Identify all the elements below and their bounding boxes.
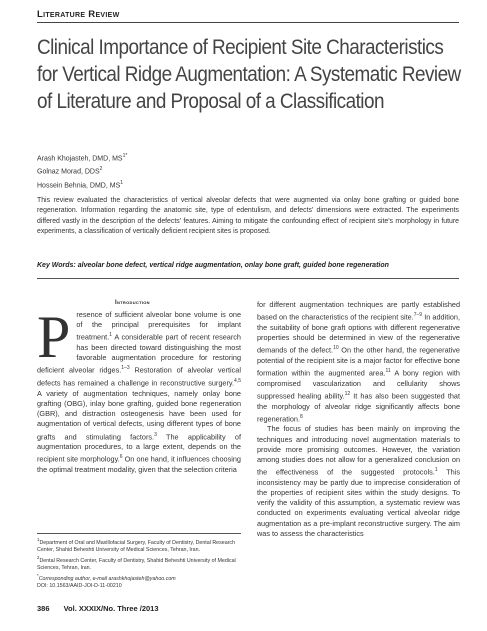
author-2: Golnaz Morad, DDS$^2$ — [37, 166, 103, 176]
right-column — [257, 300, 460, 539]
footnote-doi: DOI: 10.1563/AAID-JOI-D-11-00210 — [37, 583, 122, 590]
keywords — [37, 262, 467, 269]
footnote-1: $^1$Department of Oral and Maxillofacial Surgery, Faculty of Dentistry, Dental Research Center, Shahid Beheshti University of Medical Sciences, Tehran, Iran. — [37, 537, 236, 553]
footnote-corresponding: *Corresponding author, e-mail arashkhojasteh@yahoo.com — [37, 573, 176, 583]
issue-info: Vol. XXXIX/No. Three /2013 — [63, 604, 159, 613]
intro-paragraph-1: Presence of sufficient alveolar bone volume is one of the principal prerequisites for implant treatment.$^1$ A considerable part of recent research has been directed toward distinguishing the most favorable augmentation procedure for restoring deficient alveolar ridges.$^{1-3}$ Restoration of alveolar vertical defects has remained a challenge in reconstructive surgery.$^{4,5}$ A variety of augmentation techniques, namely onlay bone grafting (OBG), inlay bone grafting, guided bone regeneration (GBR), and distraction osteogenesis have been used for augmentation of vertical defects, using different types of bone grafts and stimulating factors.$^3$ The applicability of augmentation procedures, to a large extent, depends on the recipient site morphology.$^6$ On one hand, it influences choosing the optimal treatment modality, given that the selection criteria — [37, 304, 241, 474]
keywords-label: Key Words: — [37, 262, 76, 269]
introduction-heading: Introduction — [115, 300, 150, 306]
section-label: Literature Review — [37, 9, 120, 20]
keywords-divider — [37, 278, 459, 279]
footnote-divider — [37, 533, 241, 534]
keywords-text: alveolar bone defect, vertical ridge augmentation, onlay bone graft, guided bone regeneration — [77, 262, 389, 269]
author-3: Hossein Behnia, DMD, $MS^1$ — [37, 179, 124, 189]
footnotes — [37, 536, 241, 591]
left-column — [37, 304, 241, 475]
intro-paragraph-2: The focus of studies has been mainly on improving the techniques and introducing novel augmentation materials to provide more promising outcomes. However, the variation among studies does not allow for a generalized conclusion on the effectiveness of the suggested protocols.$^1$ This inconsistency may be partly due to imprecise consideration of the properties of recipient sites within the study designs. To verify the validity of this assumption, a systematic review was conducted on experiments evaluating vertical alveolar ridge augmentation as a pre-implant reconstructive surgery. The aim was to assess the characteristics — [257, 424, 460, 538]
abstract: This review evaluated the characteristics of vertical alveolar defects that were augmented via onlay bone grafting or guided bone regeneration. Information regarding the anatomic site, type of edentulism, and defects' dimensions were extracted. The experiments differed vastly in the description of the defects' features. Aiming to mitigate the confounding effect of recipient site's morphology in future experiments, a classification of vertically deficient recipient sites is proposed. — [37, 197, 459, 235]
page-footer — [37, 604, 159, 613]
page-number: 386 — [37, 604, 50, 613]
footnote-2: $^2$Dental Research Center, Faculty of Dentistry, Shahid Beheshti University of Medical Sciences, Tehran, Iran. — [37, 555, 236, 572]
intro-paragraph-1-cont: for different augmentation techniques are partly established based on the characteristics of the recipient site.$^{7-9}$ In addition, the suitability of bone graft options with different regenerative properties should be determined in view of the regenerative demands of the defect.$^{10}$ On the other hand, the regenerative potential of the recipient site is a major factor for effective bone formation within the augmented area.$^{11}$ A bony region with compromised vascularization and cellularity shows suppressed healing ability.$^{12}$ It has also been suggested that the morphology of alveolar ridge significantly affects bone regeneration.$^8$ — [257, 300, 460, 424]
article-title: Clinical Importance of Recipient Site Characteristics for Vertical Ridge Augmentation: A Systematic Review of Literature and Proposal of a Classification — [37, 35, 461, 113]
top-divider — [37, 22, 459, 23]
dropcap: P — [37, 304, 71, 370]
author-1: Arash Khojasteh, DMD, $MS^{1*}$ — [37, 153, 128, 163]
author-list — [37, 151, 127, 191]
